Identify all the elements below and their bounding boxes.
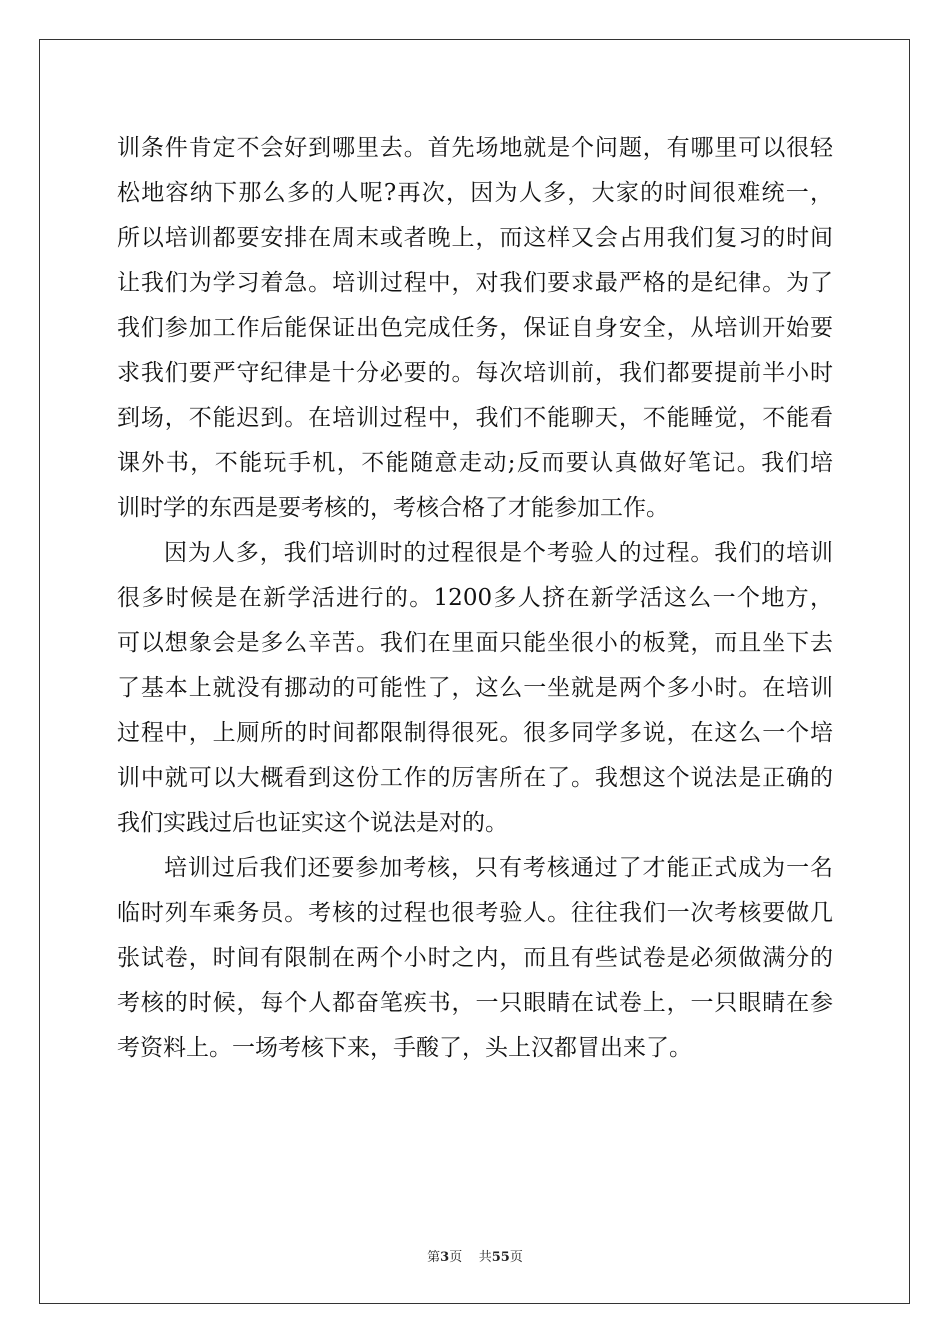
paragraph-1 xyxy=(117,126,833,531)
text-line: 求我们要严守纪律是十分必要的。每次培训前，我们都要提前半小时 xyxy=(117,360,833,386)
paragraph-3 xyxy=(117,846,833,1071)
text-line: 到场，不能迟到。在培训过程中，我们不能聊天，不能睡觉，不能看 xyxy=(117,405,833,431)
text-line: 考资料上。一场考核下来，手酸了，头上汉都冒出来了。 xyxy=(117,1035,692,1061)
text-line: 张试卷，时间有限制在两个小时之内，而且有些试卷是必须做满分的 xyxy=(117,945,833,971)
text-line: 我们实践过后也证实这个说法是对的。 xyxy=(117,810,508,836)
text-line: 很多时候是在新学活进行的。1200多人挤在新学活这么一个地方， xyxy=(117,585,833,611)
text-line: 我们参加工作后能保证出色完成任务，保证自身安全，从培训开始要 xyxy=(117,315,833,341)
text-line: 训时学的东西是要考核的，考核合格了才能参加工作。 xyxy=(117,495,669,521)
page-prefix: 第 xyxy=(427,1250,441,1265)
total-pages: 55 xyxy=(491,1250,510,1265)
text-line: 所以培训都要安排在周末或者晚上，而这样又会占用我们复习的时间 xyxy=(117,225,833,251)
text-line: 培训过后我们还要参加考核，只有考核通过了才能正式成为一名 xyxy=(164,855,833,881)
text-line: 可以想象会是多么辛苦。我们在里面只能坐很小的板凳，而且坐下去 xyxy=(117,630,833,656)
text-line: 临时列车乘务员。考核的过程也很考验人。往往我们一次考核要做几 xyxy=(117,900,833,926)
document-body xyxy=(117,126,833,1071)
text-line: 考核的时候，每个人都奋笔疾书，一只眼睛在试卷上，一只眼睛在参 xyxy=(117,990,833,1016)
text-line: 了基本上就没有挪动的可能性了，这么一坐就是两个多小时。在培训 xyxy=(117,675,833,701)
total-prefix: 共 xyxy=(478,1250,492,1265)
text-line: 让我们为学习着急。培训过程中，对我们要求最严格的是纪律。为了 xyxy=(117,270,833,296)
text-line: 过程中，上厕所的时间都限制得很死。很多同学多说，在这么一个培 xyxy=(117,720,833,746)
text-line: 训中就可以大概看到这份工作的厉害所在了。我想这个说法是正确的 xyxy=(117,765,833,791)
paragraph-2 xyxy=(117,531,833,846)
total-suffix: 页 xyxy=(509,1250,523,1265)
page-number: 3 xyxy=(440,1250,450,1265)
text-line: 松地容纳下那么多的人呢?再次，因为人多，大家的时间很难统一， xyxy=(117,180,833,206)
page-footer xyxy=(0,1246,950,1265)
text-line: 因为人多，我们培训时的过程很是个考验人的过程。我们的培训 xyxy=(164,540,833,566)
text-line: 训条件肯定不会好到哪里去。首先场地就是个问题，有哪里可以很轻 xyxy=(117,135,833,161)
text-line: 课外书，不能玩手机，不能随意走动;反而要认真做好笔记。我们培 xyxy=(117,450,833,476)
page-suffix: 页 xyxy=(449,1250,463,1265)
